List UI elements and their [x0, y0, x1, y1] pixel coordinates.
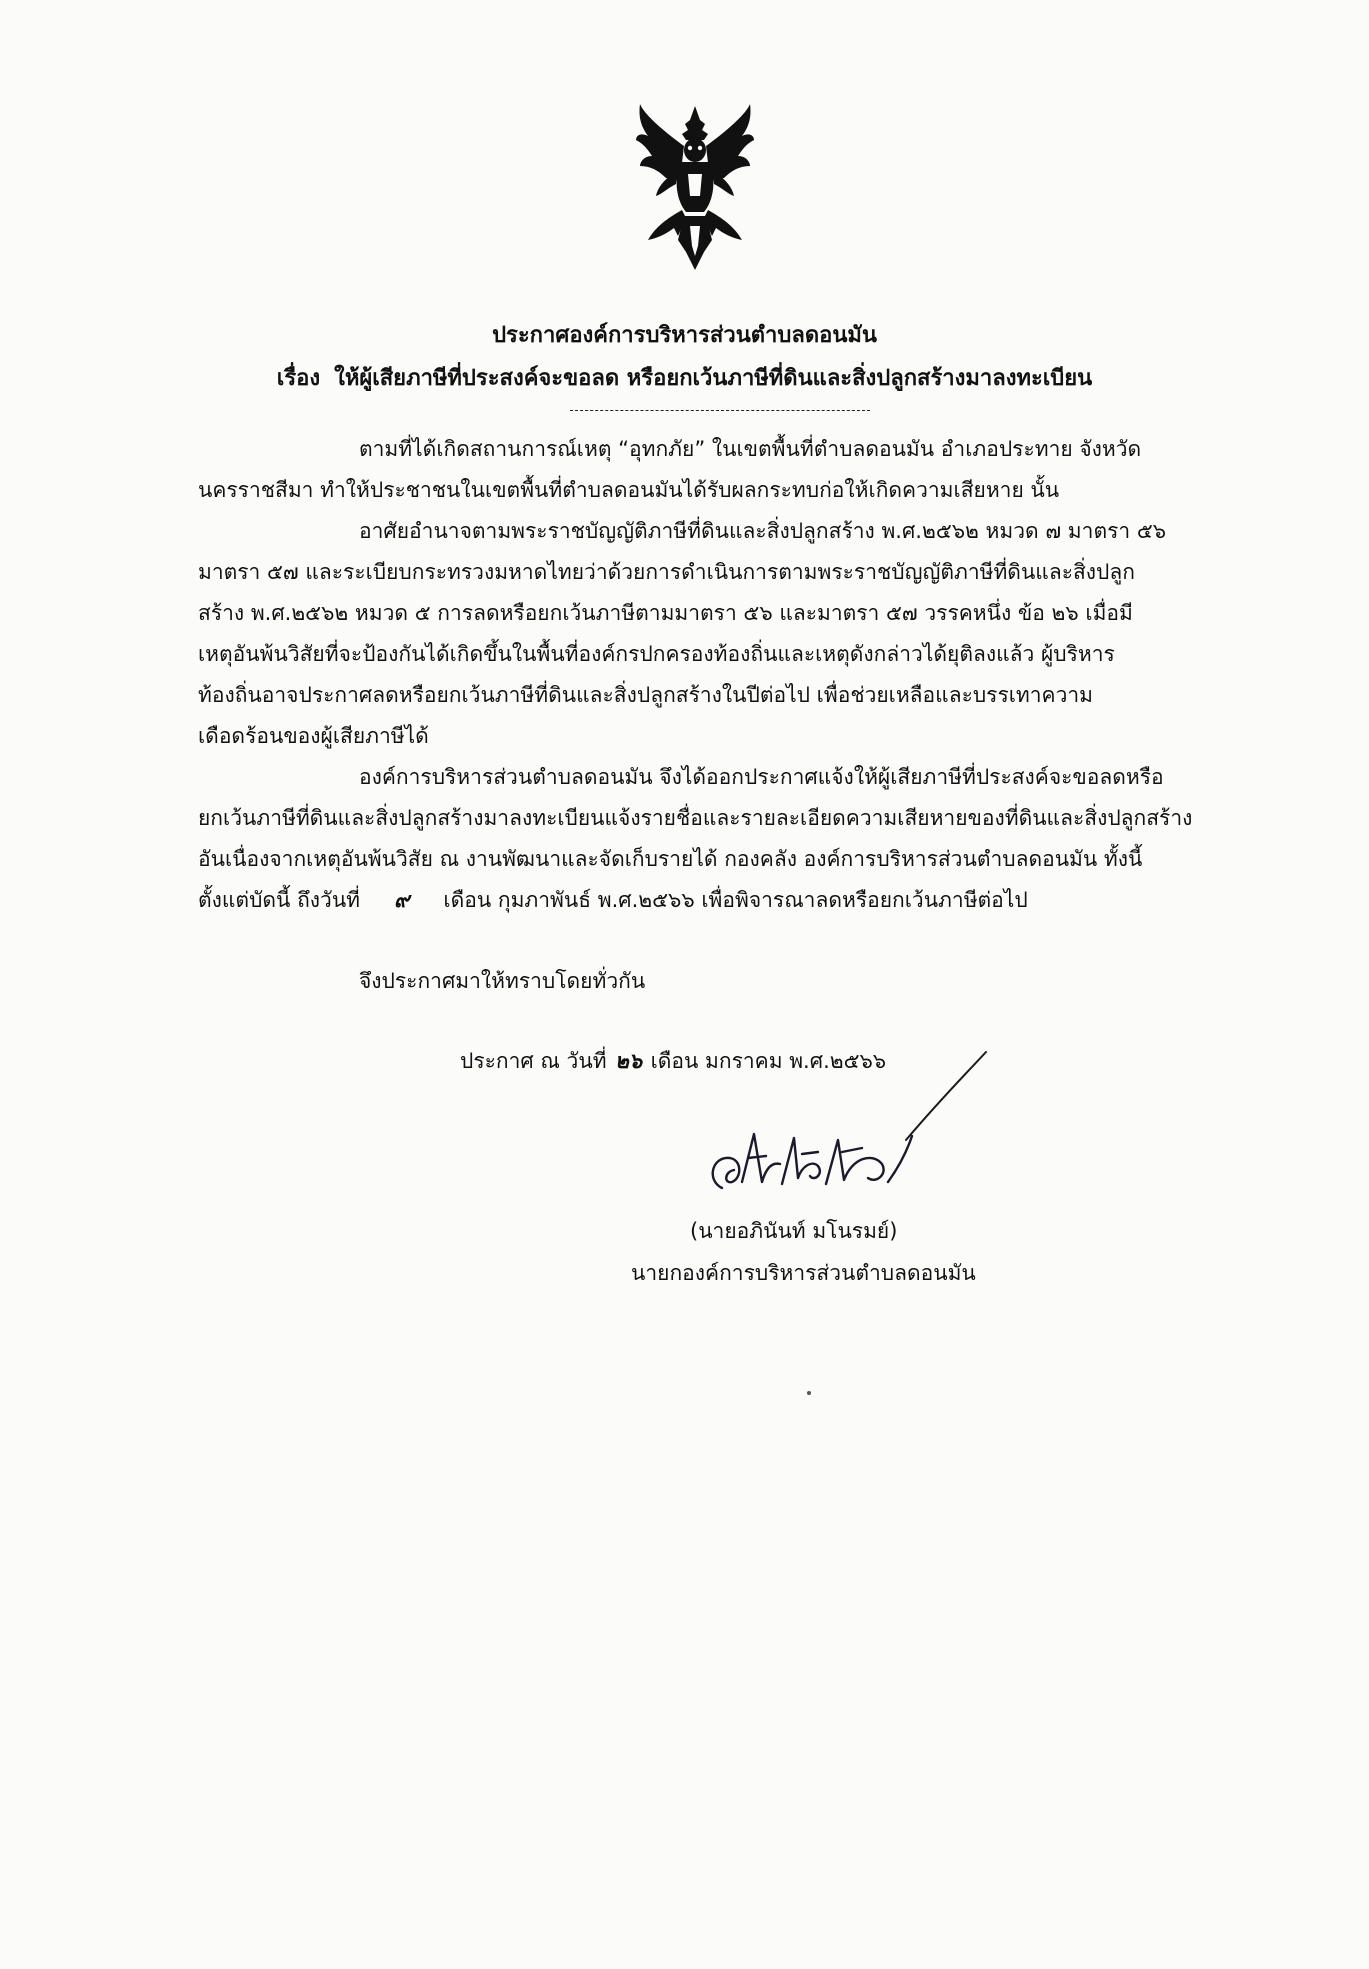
subject-label: เรื่อง: [276, 366, 321, 391]
date-prefix: ประกาศ ณ วันที่: [460, 1049, 607, 1073]
signature-icon: [702, 1118, 924, 1204]
announcement-subject: [0, 360, 1369, 395]
date-rest: เดือน มกราคม พ.ศ.๒๕๖๖: [650, 1049, 887, 1073]
announcement-date: [460, 1047, 886, 1075]
body-line: มาตรา ๕๗ และระเบียบกระทรวงมหาดไทยว่าด้วยการดำเนินการตามพระราชบัญญัติภาษีที่ดินและสิ่งปลูก: [198, 560, 1135, 584]
body-line: สร้าง พ.ศ.๒๕๖๒ หมวด ๕ การลดหรือยกเว้นภาษีตามมาตรา ๕๖ และมาตรา ๕๗ วรรคหนึ่ง ข้อ ๒๖ เมื่อมี: [198, 601, 1133, 625]
body-line: อาศัยอำนาจตามพระราชบัญญัติภาษีที่ดินและสิ่งปลูกสร้าง พ.ศ.๒๕๖๒ หมวด ๗ มาตรา ๕๖: [359, 519, 1167, 543]
deadline-day: ๙: [394, 887, 410, 912]
garuda-emblem-icon: [632, 100, 758, 276]
deadline-line: [198, 886, 1028, 914]
signer-name: (นายอภินันท์ มโนรมย์): [690, 1219, 898, 1243]
signer-position: นายกองค์การบริหารส่วนตำบลดอนมัน: [631, 1261, 976, 1285]
body-line: ยกเว้นภาษีที่ดินและสิ่งปลูกสร้างมาลงทะเบียนแจ้งรายชื่อและรายละเอียดความเสียหายของที่ดินและสิ่งปลูกสร้าง: [198, 806, 1193, 830]
body-line: ท้องถิ่นอาจประกาศลดหรือยกเว้นภาษีที่ดินและสิ่งปลูกสร้างในปีต่อไป เพื่อช่วยเหลือและบรรเทาความ: [198, 683, 1094, 707]
closing-line: จึงประกาศมาให้ทราบโดยทั่วกัน: [359, 969, 646, 993]
body-line: เหตุอันพ้นวิสัยที่จะป้องกันได้เกิดขึ้นในพื้นที่องค์กรปกครองท้องถิ่นและเหตุดังกล่าวได้ยุติลงแล้ว ผู้บริหาร: [198, 642, 1115, 666]
body-line: ตามที่ได้เกิดสถานการณ์เหตุ “อุทกภัย” ในเขตพื้นที่ตำบลดอนมัน อำเภอประทาย จังหวัด: [359, 437, 1142, 461]
deadline-prefix: ตั้งแต่บัดนี้ ถึงวันที่: [198, 888, 361, 912]
body-line: อันเนื่องจากเหตุอันพ้นวิสัย ณ งานพัฒนาและจัดเก็บรายได้ กองคลัง องค์การบริหารส่วนตำบลดอนมัน ทั้งนี้: [198, 847, 1143, 871]
body-line: องค์การบริหารส่วนตำบลดอนมัน จึงได้ออกประกาศแจ้งให้ผู้เสียภาษีที่ประสงค์จะขอลดหรือ: [359, 765, 1164, 789]
announcement-title: ประกาศองค์การบริหารส่วนตำบลดอนมัน: [492, 323, 877, 348]
deadline-rest: เดือน กุมภาพันธ์ พ.ศ.๒๕๖๖ เพื่อพิจารณาลดหรือยกเว้นภาษีต่อไป: [443, 888, 1028, 912]
speck: [807, 1391, 811, 1395]
subject-text: ให้ผู้เสียภาษีที่ประสงค์จะขอลด หรือยกเว้นภาษีที่ดินและสิ่งปลูกสร้างมาลงทะเบียน: [334, 366, 1093, 391]
body-line: นครราชสีมา ทำให้ประชาชนในเขตพื้นที่ตำบลดอนมันได้รับผลกระทบก่อให้เกิดความเสียหาย นั้น: [198, 478, 1060, 502]
date-day: ๒๖: [614, 1048, 643, 1073]
title-separator: [570, 410, 870, 411]
body-line: เดือดร้อนของผู้เสียภาษีได้: [198, 724, 429, 748]
